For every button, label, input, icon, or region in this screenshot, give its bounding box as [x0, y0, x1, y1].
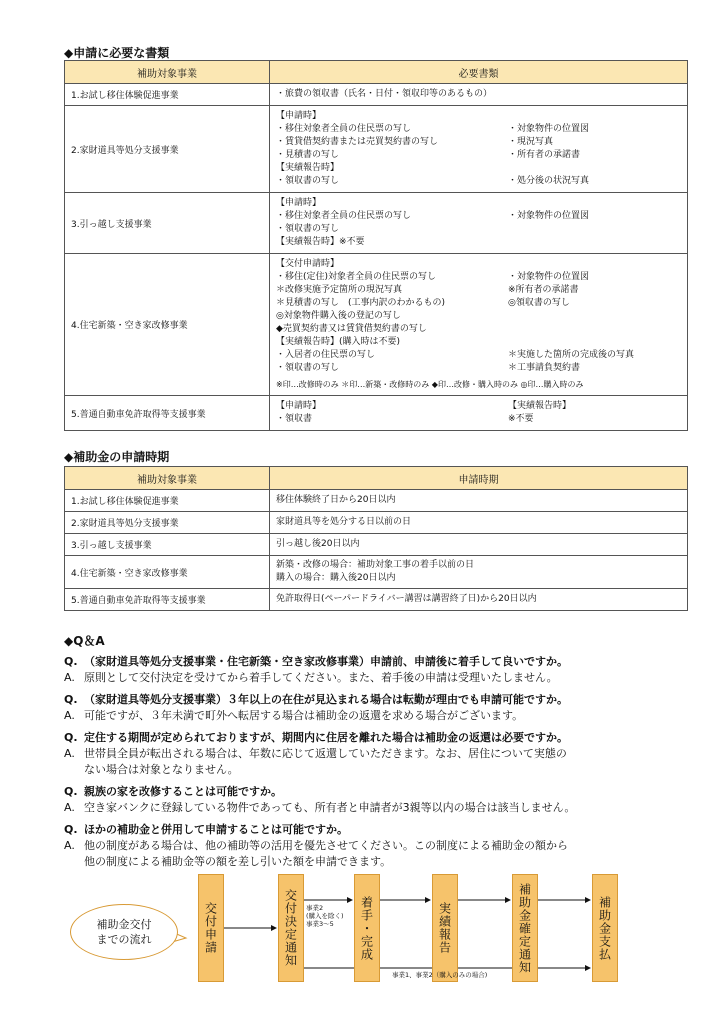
qa-answer — [64, 854, 694, 870]
flow-branch-note — [306, 904, 344, 928]
docs-row — [65, 193, 688, 254]
qa-answer — [64, 838, 694, 854]
period-row — [65, 589, 688, 611]
period-row-name: 4.住宅新築・空き家改修事業 — [65, 556, 270, 589]
docs-line-left: ・領収書の写し — [276, 176, 340, 186]
docs-legend-note: ※印…改修時のみ ＊印…新築・改修時のみ ◆印…改修・購入時のみ ◎印…購入時のみ — [276, 380, 584, 389]
docs-line — [276, 162, 681, 175]
period-row-name: 2.家財道具等処分支援事業 — [65, 512, 270, 534]
docs-line-right: ・対象物件の位置図 — [508, 124, 590, 134]
docs-table — [64, 60, 688, 431]
qa-a-prefix: A. — [64, 671, 75, 684]
docs-line-right — [508, 236, 681, 249]
qa-question-text: ほかの補助金と併用して申請することは可能ですか。 — [84, 823, 348, 836]
docs-line-left: ・旅費の領収書（氏名・日付・領収印等のあるもの） — [276, 89, 493, 99]
period-row — [65, 512, 688, 534]
docs-row-name: 3.引っ越し支援事業 — [65, 193, 270, 254]
period-row — [65, 490, 688, 512]
period-line: 購入の場合：購入後20日以内 — [276, 573, 396, 583]
period-line: 免許取得日(ペーパードライバー講習は講習終了日)から20日以内 — [276, 594, 537, 604]
qa-item — [64, 822, 694, 870]
flow-step-apply: 交付申請 — [198, 874, 224, 982]
period-line: 家財道具等を処分する日以前の日 — [276, 517, 412, 527]
docs-line-left: ・賃貸借契約書または売買契約書の写し — [276, 137, 439, 147]
docs-col-header: 必要書類 — [270, 61, 688, 84]
qa-answer-text: 他の制度による補助金等の額を差し引いた額を申請できます。 — [84, 855, 392, 868]
docs-line — [276, 323, 681, 336]
docs-line-right — [508, 336, 681, 349]
docs-line — [276, 413, 681, 426]
flow-step-pay: 補助金支払 — [592, 874, 618, 982]
qa-question — [64, 692, 694, 708]
qa-question — [64, 654, 694, 670]
docs-line-right: 【実績報告時】 — [508, 401, 572, 411]
qa-answer-text: 他の制度がある場合は、他の補助等の活用を優先させてください。この制度による補助金の額から — [84, 839, 568, 852]
flow-branch-line: 事業3～5 — [306, 920, 334, 928]
docs-line-left: ・領収書の写し — [276, 224, 340, 234]
period-line: 引っ越し後20日以内 — [276, 539, 360, 549]
docs-line-left: ＊見積書の写し (工事内訳のわかるもの) — [276, 298, 446, 308]
docs-line — [276, 362, 681, 375]
flow-step-decision: 交付決定通知 — [278, 874, 304, 982]
docs-line — [276, 349, 681, 362]
qa-a-prefix: A. — [64, 801, 75, 814]
qa-answer — [64, 746, 694, 762]
docs-line — [276, 175, 681, 188]
qa-answer — [64, 762, 694, 778]
docs-line-left: 【申請時】 — [276, 401, 322, 411]
qa-item — [64, 692, 694, 724]
flow-diagram — [0, 870, 724, 1020]
period-line: 新築・改修の場合：補助対象工事の着手以前の日 — [276, 560, 475, 570]
flow-branch-line: 事業2 — [306, 904, 324, 912]
docs-line-left: 【実績報告時】(購入時は不要) — [276, 337, 401, 347]
docs-row-content — [270, 396, 688, 431]
qa-question — [64, 822, 694, 838]
qa-answer — [64, 670, 694, 686]
period-col-header: 申請時期 — [270, 467, 688, 490]
docs-line — [276, 284, 681, 297]
docs-line-right: ・所有者の承諾書 — [508, 150, 581, 160]
docs-line-right: ※所有者の承諾書 — [508, 285, 579, 295]
qa-answer-text: 世帯員全員が転出される場合は、年数に応じて返還していただきます。なお、居住について実態の — [84, 747, 567, 760]
docs-line — [276, 88, 681, 101]
qa-a-prefix: A. — [64, 839, 75, 852]
docs-line — [276, 271, 681, 284]
docs-line — [276, 110, 681, 123]
docs-line-left: ・領収書の写し — [276, 363, 340, 373]
docs-row-content — [270, 193, 688, 254]
flow-step-confirm: 補助金確定通知 — [512, 874, 538, 982]
docs-line-right: ・対象物件の位置図 — [508, 272, 590, 282]
docs-line-left: ・領収書 — [276, 414, 313, 424]
period-line: 移住体験終了日から20日以内 — [276, 495, 396, 505]
period-table — [64, 466, 688, 611]
docs-line — [276, 258, 681, 271]
docs-line-left: ＊改修実施予定箇所の現況写真 — [276, 285, 403, 295]
docs-line-right: ＊工事請負契約書 — [508, 363, 581, 373]
qa-list — [64, 654, 694, 876]
docs-line — [276, 223, 681, 236]
docs-line-left: ・移住対象者全員の住民票の写し — [276, 211, 412, 221]
docs-line-left: 【交付申請時】 — [276, 259, 340, 269]
docs-row-content — [270, 84, 688, 106]
qa-question-text: 定住する期間が定められておりますが、期間内に住居を離れた場合は補助金の返還は必要ですか。 — [84, 731, 568, 744]
docs-line-right: ・対象物件の位置図 — [508, 211, 590, 221]
docs-row-name: 5.普通自動車免許取得等支援事業 — [65, 396, 270, 431]
docs-line-right — [508, 110, 681, 123]
period-row-name: 5.普通自動車免許取得等支援事業 — [65, 589, 270, 611]
qa-item — [64, 730, 694, 778]
qa-q-prefix: Q. — [64, 693, 78, 706]
period-heading: ◆補助金の申請時期 — [64, 450, 170, 464]
docs-row-name: 4.住宅新築・空き家改修事業 — [65, 254, 270, 396]
docs-line-left: ・入居者の住民票の写し — [276, 350, 376, 360]
docs-line-right — [508, 310, 681, 323]
docs-line-right: ◎領収書の写し — [508, 298, 570, 308]
docs-line — [276, 210, 681, 223]
docs-col-header: 補助対象事業 — [65, 61, 270, 84]
flow-branch-line: (購入を除く) — [306, 912, 344, 920]
qa-question-text: （家財道具等処分支援事業・住宅新築・空き家改修事業）申請前、申請後に着手して良いですか。 — [84, 655, 568, 668]
docs-line-left: ・移住(定住)対象者全員の住民票の写し — [276, 272, 437, 282]
docs-line-left: 【申請時】 — [276, 111, 322, 121]
docs-line-right — [508, 162, 681, 175]
docs-line-left: ・見積書の写し — [276, 150, 340, 160]
docs-line-right: ・現況写真 — [508, 137, 554, 147]
docs-line-right — [508, 258, 681, 271]
docs-line-left: ◎対象物件購入後の登記の写し — [276, 311, 401, 321]
docs-line-right — [508, 88, 681, 101]
docs-line — [276, 336, 681, 349]
docs-heading: ◆申請に必要な書類 — [64, 46, 170, 60]
period-row-value — [270, 490, 688, 512]
docs-row — [65, 84, 688, 106]
docs-row-content — [270, 254, 688, 396]
docs-line — [276, 123, 681, 136]
docs-row-content — [270, 106, 688, 193]
flow-bubble-line: 補助金交付 — [96, 918, 152, 931]
flow-bubble-line: までの流れ — [96, 933, 152, 946]
docs-line-left: 【申請時】 — [276, 198, 322, 208]
period-row-value — [270, 589, 688, 611]
docs-line-left: 【実績報告時】 — [276, 163, 340, 173]
period-row-name: 3.引っ越し支援事業 — [65, 534, 270, 556]
flow-step-report: 実績報告 — [432, 874, 458, 982]
qa-question-text: （家財道具等処分支援事業）３年以上の在住が見込まれる場合は転勤が理由でも申請可能ですか。 — [84, 693, 568, 706]
docs-line — [276, 197, 681, 210]
docs-line — [276, 310, 681, 323]
docs-row-name: 1.お試し移住体験促進事業 — [65, 84, 270, 106]
period-row-value — [270, 512, 688, 534]
qa-q-prefix: Q. — [64, 655, 78, 668]
qa-answer-text: 可能ですが、３年未満で町外へ転居する場合は補助金の返還を求める場合がございます。 — [84, 709, 524, 722]
qa-a-prefix: A. — [64, 747, 75, 760]
docs-line-right: ・処分後の状況写真 — [508, 176, 590, 186]
period-row-name: 1.お試し移住体験促進事業 — [65, 490, 270, 512]
period-row — [65, 534, 688, 556]
qa-a-prefix: A. — [64, 709, 75, 722]
qa-heading: ◆Q＆A — [64, 634, 105, 648]
docs-line-right — [508, 197, 681, 210]
qa-answer — [64, 708, 694, 724]
docs-row-name: 2.家財道具等処分支援事業 — [65, 106, 270, 193]
docs-line-left: 【実績報告時】※不要 — [276, 237, 365, 247]
docs-row — [65, 396, 688, 431]
qa-answer-text: 原則として交付決定を受けてから着手してください。また、着手後の申請は受理いたしません。 — [84, 671, 558, 684]
qa-question-text: 親族の家を改修することは可能ですか。 — [84, 785, 282, 798]
docs-row — [65, 106, 688, 193]
docs-line-right: ※不要 — [508, 414, 534, 424]
docs-line — [276, 236, 681, 249]
flow-bottom-note: 事業1、事業2（購入のみの場合) — [392, 971, 488, 979]
flow-bubble — [70, 904, 178, 960]
docs-line — [276, 149, 681, 162]
qa-answer-text: ない場合は対象となりません。 — [84, 763, 239, 776]
docs-line — [276, 297, 681, 310]
period-row — [65, 556, 688, 589]
qa-q-prefix: Q. — [64, 785, 78, 798]
docs-line-left: ◆売買契約書又は賃貸借契約書の写し — [276, 324, 427, 334]
qa-question — [64, 784, 694, 800]
docs-line-right — [508, 223, 681, 236]
qa-item — [64, 784, 694, 816]
qa-item — [64, 654, 694, 686]
qa-q-prefix: Q. — [64, 823, 78, 836]
qa-question — [64, 730, 694, 746]
qa-answer — [64, 800, 694, 816]
qa-answer-text: 空き家バンクに登録している物件であっても、所有者と申請者が3親等以内の場合は該当しません。 — [84, 801, 576, 814]
flow-step-start: 着手・完成 — [354, 874, 380, 982]
docs-line — [276, 136, 681, 149]
docs-line-right: ＊実施した箇所の完成後の写真 — [508, 350, 635, 360]
docs-row — [65, 254, 688, 396]
docs-line-right — [508, 323, 681, 336]
docs-line-left: ・移住対象者全員の住民票の写し — [276, 124, 412, 134]
docs-line — [276, 400, 681, 413]
period-row-value — [270, 556, 688, 589]
period-row-value — [270, 534, 688, 556]
period-col-header: 補助対象事業 — [65, 467, 270, 490]
qa-q-prefix: Q. — [64, 731, 78, 744]
